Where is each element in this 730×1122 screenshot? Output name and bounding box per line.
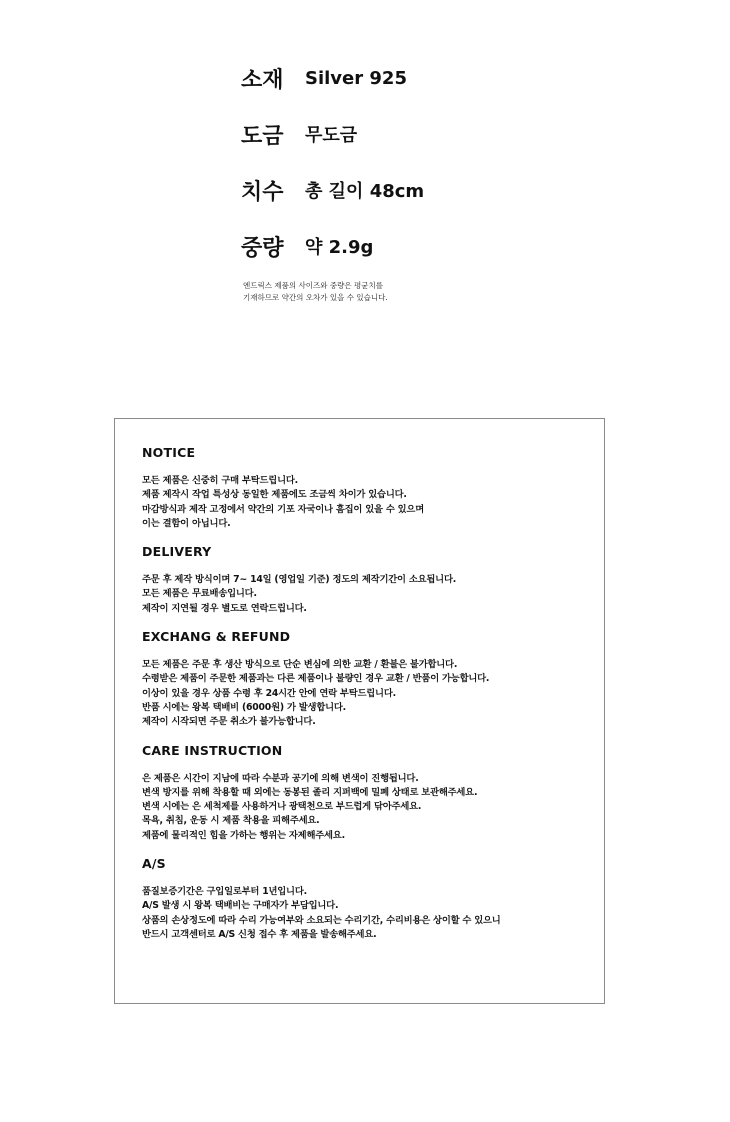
section-line: 은 제품은 시간이 지남에 따라 수분과 공기에 의해 변색이 진행됩니다. [142,772,419,784]
section-line: 반품 시에는 왕복 택배비 (6000원) 가 발생합니다. [142,701,346,713]
spec-label: 소재 [241,67,284,93]
spec-value: Silver 925 [305,67,407,89]
spec-value: 무도금 [305,125,358,146]
notice-box [114,418,605,1004]
section-notice [142,445,604,531]
section-line: 제작이 시작되면 주문 취소가 불가능합니다. [142,716,316,728]
section-line: 수령받은 제품이 주문한 제품과는 다른 제품이나 불량인 경우 교환 / 반품이 가능합니다. [142,673,490,685]
section-line: 마감방식과 제작 고정에서 약간의 기포 자국이나 흠집이 있을 수 있으며 [142,503,424,515]
section-line: 모든 제품은 무료배송입니다. [142,588,257,600]
section-title: EXCHANG & REFUND [142,629,291,645]
spec-label: 도금 [241,123,284,149]
section-line: 모든 제품은 주문 후 생산 방식으로 단순 변심에 의한 교환 / 환불은 불가합니다. [142,659,458,671]
spec-row-material [241,62,661,94]
section-line: 품질보증기간은 구입일로부터 1년입니다. [142,886,307,898]
section-line: 제품에 물리적인 힘을 가하는 행위는 자제해주세요. [142,829,345,841]
section-line: 주문 후 제작 방식이며 7~ 14일 (영업일 기준) 정도의 제작기간이 소요됩니다. [142,574,457,586]
section-line: 목욕, 취침, 운동 시 제품 착용을 피해주세요. [142,815,320,827]
spec-value: 총 길이 48cm [305,181,425,202]
section-line: 모든 제품은 신중히 구매 부탁드립니다. [142,475,298,486]
section-as [142,856,604,942]
section-title: DELIVERY [142,544,212,560]
product-specs [241,62,661,286]
spec-row-plating [241,118,661,150]
spec-value: 약 2.9g [305,237,374,258]
section-line: 이상이 있을 경우 상품 수령 후 24시간 안에 연락 부탁드립니다. [142,687,396,699]
size-disclaimer-line: 엔드릭스 제품의 사이즈와 중량은 평균치를 [243,281,383,290]
section-title: CARE INSTRUCTION [142,742,283,758]
section-title: NOTICE [142,445,196,460]
section-care-instruction [142,743,604,843]
section-exchange-refund [142,629,604,729]
size-disclaimer-line: 기재하므로 약간의 오차가 있을 수 있습니다. [243,293,388,302]
size-disclaimer [243,280,463,304]
section-line: 상품의 손상정도에 따라 수리 가능여부와 소요되는 수리기간, 수리비용은 상이할 수 있으니 [142,914,501,926]
section-title: A/S [142,856,166,872]
spec-label: 중량 [241,235,284,261]
spec-label: 치수 [241,179,284,205]
section-line: 제작이 지연될 경우 별도로 연락드립니다. [142,602,307,614]
section-line: 반드시 고객센터로 A/S 신청 접수 후 제품을 발송해주세요. [142,928,377,940]
section-line: 제품 제작시 작업 특성상 동일한 제품에도 조금씩 차이가 있습니다. [142,489,407,501]
section-line: A/S 발생 시 왕복 택배비는 구매자가 부담입니다. [142,900,339,912]
section-line: 이는 결함이 아닙니다. [142,517,231,529]
spec-row-weight [241,230,661,262]
section-delivery [142,544,604,616]
spec-row-size [241,174,661,206]
section-line: 변색 방지를 위해 착용할 때 외에는 동봉된 졸리 지퍼백에 밀폐 상태로 보관해주세요. [142,786,478,798]
section-line: 변색 시에는 은 세척제를 사용하거나 광택천으로 부드럽게 닦아주세요. [142,801,422,813]
